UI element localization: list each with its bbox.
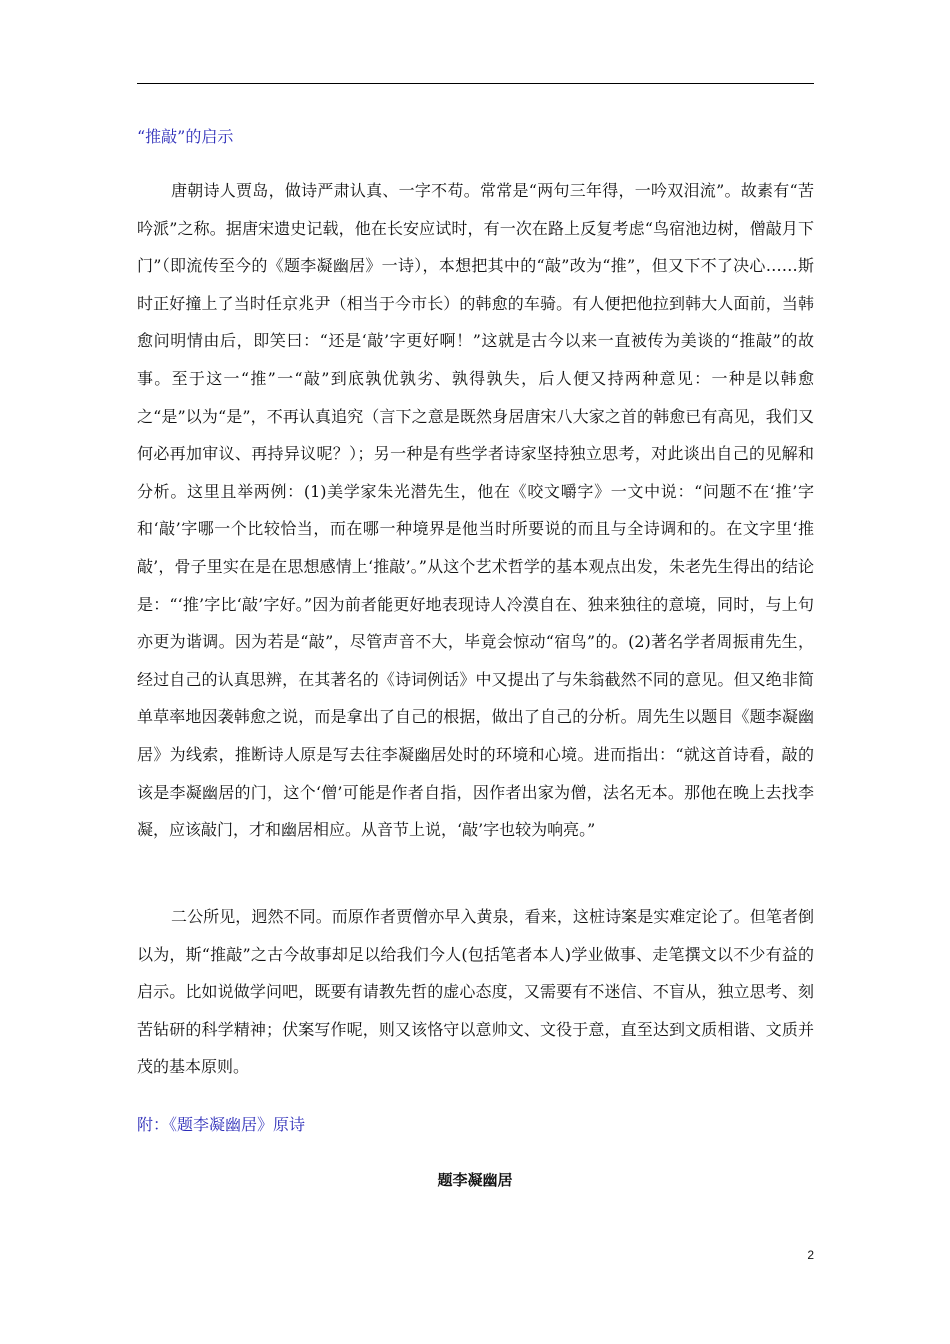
- header-rule: [137, 83, 814, 84]
- body-paragraph: 唐朝诗人贾岛，做诗严肃认真、一字不苟。常常是“两句三年得，一吟双泪流”。故素有“苦吟派”之称。据唐宋遗史记载，他在长安应试时，有一次在路上反复考虑“鸟宿池边树，僧敲月下门”（即流传至今的《题李凝幽居》一诗），本想把其中的“敲”改为“推”，但又下不了决心……斯时正好撞上了当时任京兆尹（相当于今市长）的韩愈的车骑。有人便把他拉到韩大人面前，当韩愈问明情由后，即笑曰：“还是‘敲’字更好啊！”这就是古今以来一直被传为美谈的“推敲”的故事。至于这一“推”一“敲”到底孰优孰劣、孰得孰失，后人便又持两种意见：一种是以韩愈之“是”以为“是”，不再认真追究（言下之意是既然身居唐宋八大家之首的韩愈已有高见，我们又何必再加审议、再持异议呢？）；另一种是有些学者诗家坚持独立思考，对此谈出自己的见解和分析。这里且举两例：(1)美学家朱光潜先生，他在《咬文嚼字》一文中说：“问题不在‘推’字和‘敲’字哪一个比较恰当，而在哪一种境界是他当时所要说的而且与全诗调和的。在文字里‘推敲’，骨子里实在是在思想感情上‘推敲’。”从这个艺术哲学的基本观点出发，朱老先生得出的结论是：“‘推’字比‘敲’字好。”因为前者能更好地表现诗人冷漠自在、独来独往的意境，同时，与上句亦更为谐调。因为若是“敲”，尽管声音不大，毕竟会惊动“宿鸟”的。(2)著名学者周振甫先生，经过自己的认真思辨，在其著名的《诗词例话》中又提出了与朱翁截然不同的意见。但又绝非简单草率地因袭韩愈之说，而是拿出了自己的根据，做出了自己的分析。周先生以题目《题李凝幽居》为线索，推断诗人原是写去往李凝幽居处时的环境和心境。进而指出：“就这首诗看，敲的该是李凝幽居的门，这个‘僧’可能是作者自指，因作者出家为僧，法名无本。那他在晚上去找李凝，应该敲门，才和幽居相应。从音节上说，‘敲’字也较为响亮。”: [137, 181, 814, 840]
- appendix-label: 附：《题李凝幽居》原诗: [137, 1115, 306, 1134]
- poem-title: 题李凝幽居: [437, 1171, 513, 1189]
- section-title: “推敲”的启示: [137, 127, 234, 146]
- page-number: 2: [807, 1248, 814, 1262]
- body-paragraph: 二公所见，迥然不同。而原作者贾僧亦早入黄泉，看来，这桩诗案是实难定论了。但笔者倒以为，斯“推敲”之古今故事却足以给我们今人(包括笔者本人)学业做事、走笔撰文以不少有益的启示。比如说做学问吧，既要有请教先哲的虚心态度，又需要有不迷信、不盲从，独立思考、刻苦钻研的科学精神；伏案写作呢，则又该恪守以意帅文、文役于意，直至达到文质相谐、文质并茂的基本原则。: [137, 907, 814, 1077]
